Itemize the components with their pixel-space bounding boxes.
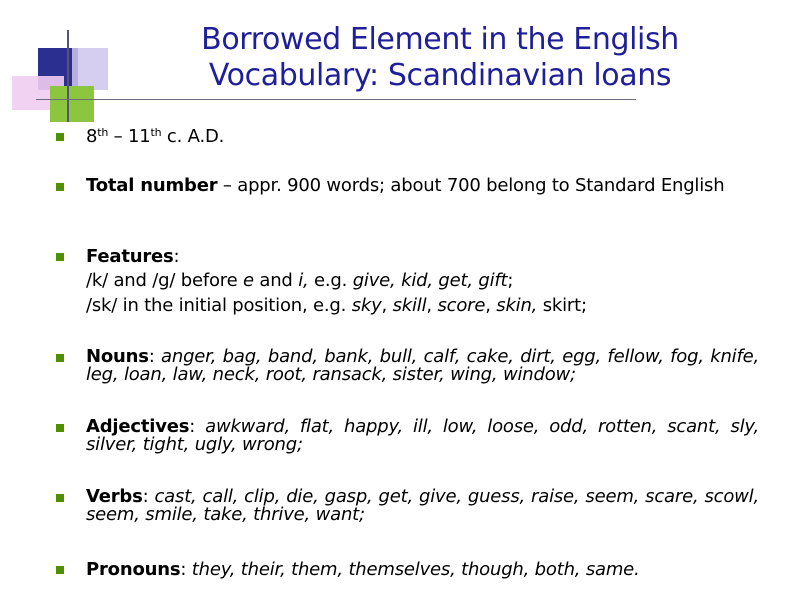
pronouns-words: they, their, them, themselves, though, both, same. xyxy=(191,559,640,580)
bullet-square-icon xyxy=(56,354,64,362)
period-end: 11 xyxy=(128,126,151,147)
adjectives-colon: : xyxy=(189,416,206,437)
period-tail: c. A.D. xyxy=(161,126,225,147)
total-item xyxy=(86,177,759,195)
features-l2-sep: , xyxy=(485,295,497,316)
features-l1-i: i, xyxy=(298,270,309,291)
period-start-suffix: th xyxy=(97,126,109,139)
verbs-label: Verbs xyxy=(86,486,143,507)
verbs-colon: : xyxy=(142,486,155,507)
total-label: Total number xyxy=(86,175,218,196)
pronouns-colon: : xyxy=(180,559,192,580)
features-l2-example: score xyxy=(437,295,486,316)
features-l2-example: skill xyxy=(392,295,427,316)
adjectives-words: awkward, flat, happy, ill, low, loose, odd, rotten, scant, sly, silver, tight, ugly, wrong; xyxy=(86,416,760,455)
features-l2-end: skirt; xyxy=(537,295,587,316)
features-l2-sep: , xyxy=(381,295,393,316)
features-l1-text: /k/ and /g/ before xyxy=(86,270,243,291)
verbs-words: cast, call, clip, die, gasp, get, give, guess, raise, seem, scare, scowl, seem, smile, take, thrive, want; xyxy=(86,486,759,525)
bullet-square-icon xyxy=(56,566,64,574)
features-l2-example: sky xyxy=(351,295,382,316)
period-end-suffix: th xyxy=(150,126,162,139)
title-line-2: Vocabulary: Scandinavian loans xyxy=(208,58,672,93)
bullet-square-icon xyxy=(56,133,64,141)
verbs-item xyxy=(86,488,759,524)
bullet-square-icon xyxy=(56,183,64,191)
pronouns-label: Pronouns xyxy=(86,559,181,580)
features-item xyxy=(86,247,179,267)
nouns-words: anger, bag, band, bank, bull, calf, cake, dirt, egg, fellow, fog, knife, leg, loan, law, neck, root, ransack, sister, wing, window; xyxy=(86,346,759,385)
features-l2-example: skin, xyxy=(496,295,538,316)
nouns-colon: : xyxy=(148,346,162,367)
period-start: 8 xyxy=(86,126,98,147)
period-dash: – xyxy=(108,126,128,147)
features-colon: : xyxy=(173,246,180,267)
bullet-square-icon xyxy=(56,253,64,261)
features-line-2 xyxy=(86,296,587,316)
features-l2-text: /sk/ in the initial position, e.g. xyxy=(86,295,352,316)
features-label: Features xyxy=(86,246,174,267)
features-l1-examples: give, kid, get, gift xyxy=(352,270,508,291)
adjectives-label: Adjectives xyxy=(86,416,190,437)
features-l1-eg: e.g. xyxy=(308,270,353,291)
nouns-item xyxy=(86,348,759,384)
features-l1-end: ; xyxy=(507,270,514,291)
adjectives-item xyxy=(86,418,759,454)
features-l2-sep: , xyxy=(426,295,438,316)
features-line-1 xyxy=(86,271,513,291)
pronouns-item xyxy=(86,560,640,580)
period-item xyxy=(86,127,224,147)
bullet-square-icon xyxy=(56,424,64,432)
total-text: – appr. 900 words; about 700 belong to Standard English xyxy=(217,175,725,196)
features-l1-and: and xyxy=(253,270,299,291)
title-line-1: Borrowed Element in the English xyxy=(201,22,679,57)
features-l1-e: e xyxy=(243,270,254,291)
nouns-label: Nouns xyxy=(86,346,149,367)
bullet-square-icon xyxy=(56,494,64,502)
